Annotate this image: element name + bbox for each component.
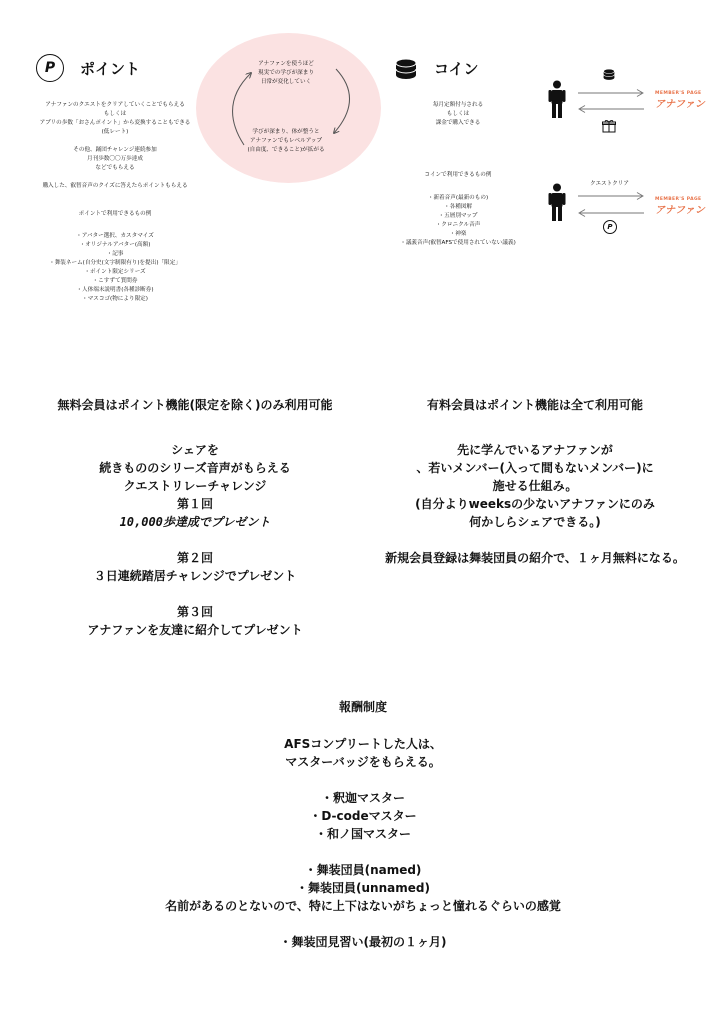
free-detail-line: 続きもののシリーズ音声がもらえる xyxy=(99,461,291,475)
point-desc-line: (低レート) xyxy=(101,129,129,135)
anafan-logo xyxy=(655,91,705,110)
cycle-bottom-line: アナファンでもレベルアップ xyxy=(249,138,323,144)
coin-stack-icon xyxy=(393,55,419,81)
reward-line xyxy=(0,771,726,789)
point-title: ポイント xyxy=(80,60,141,78)
free-detail-line: クエストリレーチャレンジ xyxy=(123,479,267,493)
point-usage-item: ・マスコゴ(物により限定) xyxy=(82,296,148,302)
quest-clear-label: クエストクリア xyxy=(590,181,629,187)
logo-text: アナファン xyxy=(655,205,705,216)
reward-line xyxy=(0,915,726,933)
logo-subtitle: MEMBER'S PAGE xyxy=(655,197,702,202)
coin-usage-item: ・クロニクル音声 xyxy=(435,222,481,228)
reward-line xyxy=(0,843,726,861)
cycle-top-line: 日常が変化していく xyxy=(260,79,312,85)
paid-member-details xyxy=(360,441,710,567)
coin-usage-item: ・五層別マップ xyxy=(438,213,478,219)
point-desc-line: アナファンのクエストをクリアしていくことでもらえる xyxy=(45,102,185,108)
reward-line: ・釈迦マスター xyxy=(320,791,405,805)
point-usage-item: ・人体端末説明書(各種診断券) xyxy=(76,287,154,293)
coin-title: コイン xyxy=(434,60,479,78)
coin-usage-item: ・神楽 xyxy=(449,231,467,237)
coin-desc-line: 毎月定額付与される xyxy=(432,102,484,108)
point-desc-line: などでもらえる xyxy=(95,165,135,171)
gift-icon xyxy=(602,119,616,133)
coin-desc-line: 課金で購入できる xyxy=(435,120,481,126)
reward-line: AFSコンプリートした人は、 xyxy=(284,737,442,751)
person-icon xyxy=(548,80,566,118)
coin-usage-item: ・議義音声(叡智AFSで使用されていない議義) xyxy=(400,240,516,246)
reward-details xyxy=(0,735,726,951)
coin-usage-item: ・各種図解 xyxy=(444,204,472,210)
cycle-top-text xyxy=(226,60,346,87)
point-usage-item: ・ポイント限定シリーズ xyxy=(84,269,146,275)
cycle-arrows xyxy=(196,33,381,183)
coin-usage-list xyxy=(388,194,528,248)
point-desc-line xyxy=(20,173,210,182)
paid-detail-line: 施せる仕組み。 xyxy=(492,479,578,493)
reward-line: 名前があるのとないので、特に上下はないがちょっと憧れるぐらいの感覚 xyxy=(165,899,561,913)
cycle-top-line: 現実での学びが深まり xyxy=(258,70,314,76)
paid-detail-line: 、若いメンバー(入って間もないメンバー)に xyxy=(416,461,654,475)
person-icon xyxy=(548,183,566,221)
cycle-top-line: アナファンを使うほど xyxy=(258,61,314,67)
cycle-bottom-text xyxy=(218,128,354,155)
flow-arrows-bottom xyxy=(576,189,646,219)
point-usage-list xyxy=(20,232,210,304)
reward-line: ・舞装団見習い(最初の１ヶ月) xyxy=(279,935,447,949)
point-icon-letter: P xyxy=(607,223,613,231)
point-desc-line xyxy=(20,137,210,146)
point-desc-line: 購入した、叡智音声のクイズに答えたらポイントもらえる xyxy=(42,183,188,189)
free-detail-line xyxy=(20,531,370,549)
coin-description xyxy=(398,101,518,128)
free-detail-line: 第２回 xyxy=(176,551,213,565)
point-usage-item: ・アバター選択、カスタマイズ xyxy=(76,233,154,239)
point-desc-line: その他、踊団チャレンジ連続参加 xyxy=(73,147,157,153)
point-icon xyxy=(36,54,64,82)
reward-line: マスターバッジをもらえる。 xyxy=(285,755,441,769)
free-detail-line: 10,000歩達成でプレゼント xyxy=(119,515,271,529)
anafan-logo xyxy=(655,197,705,216)
paid-member-title: 有料会員はポイント機能は全て利用可能 xyxy=(426,398,643,412)
free-detail-line: アナファンを友達に紹介してプレゼント xyxy=(87,623,303,637)
point-usage-item: ・記事 xyxy=(106,251,124,257)
paid-detail-line: 先に学んでいるアナファンが xyxy=(457,443,613,457)
coin-usage-item: ・新着音声(最新のもの) xyxy=(427,195,489,201)
paid-detail-line: (自分よりweeksの少ないアナファンにのみ xyxy=(415,497,655,511)
reward-title: 報酬制度 xyxy=(338,700,387,714)
logo-subtitle: MEMBER'S PAGE xyxy=(655,91,702,96)
point-usage-item: ・こすずて質問券 xyxy=(92,278,138,284)
reward-line: ・舞装団員(unnamed) xyxy=(296,881,430,895)
logo-text: アナファン xyxy=(655,99,705,110)
point-usage-item: ・オリジナルアバター(高額) xyxy=(79,242,151,248)
point-icon xyxy=(603,220,617,234)
free-detail-line xyxy=(20,585,370,603)
free-detail-line: ３日連続踏居チャレンジでプレゼント xyxy=(93,569,297,583)
free-member-details xyxy=(20,441,370,639)
point-description xyxy=(20,101,210,191)
point-desc-line: 月刊歩数〇〇万歩達成 xyxy=(87,156,143,162)
free-detail-line: 第３回 xyxy=(176,605,213,619)
point-usage-title: ポイントで利用できるもの例 xyxy=(78,211,152,217)
paid-detail-line: 何かしらシェアできる。) xyxy=(469,515,601,529)
point-icon-letter: P xyxy=(44,60,56,76)
free-detail-line: シェアを xyxy=(171,443,219,457)
point-desc-line: アプリの歩数「おさんポイント」から変換することもできる xyxy=(39,120,191,126)
coin-usage-title: コインで利用できるもの例 xyxy=(424,172,492,178)
cycle-bottom-line: 学びが深まり、体が整うと xyxy=(252,129,320,135)
point-desc-line: もしくは xyxy=(103,111,127,117)
free-member-title: 無料会員はポイント機能(限定を除く)のみ利用可能 xyxy=(57,398,333,412)
reward-line: ・和ノ国マスター xyxy=(314,827,411,841)
reward-line: ・D-codeマスター xyxy=(309,809,417,823)
point-usage-item: ・舞装ネーム(自分史(文字制限有り)を提出)「限定」 xyxy=(49,260,181,266)
paid-detail-line: 新規会員登録は舞装団員の紹介で、１ヶ月無料になる。 xyxy=(385,551,685,565)
paid-detail-line xyxy=(360,531,710,549)
coin-desc-line: もしくは xyxy=(446,111,470,117)
free-detail-line: 第１回 xyxy=(176,497,213,511)
cycle-bottom-line: (自由度、できること)が拡がる xyxy=(247,147,325,153)
coin-stack-icon xyxy=(602,67,616,81)
reward-line: ・舞装団員(named) xyxy=(304,863,422,877)
flow-arrows-top xyxy=(576,86,646,116)
